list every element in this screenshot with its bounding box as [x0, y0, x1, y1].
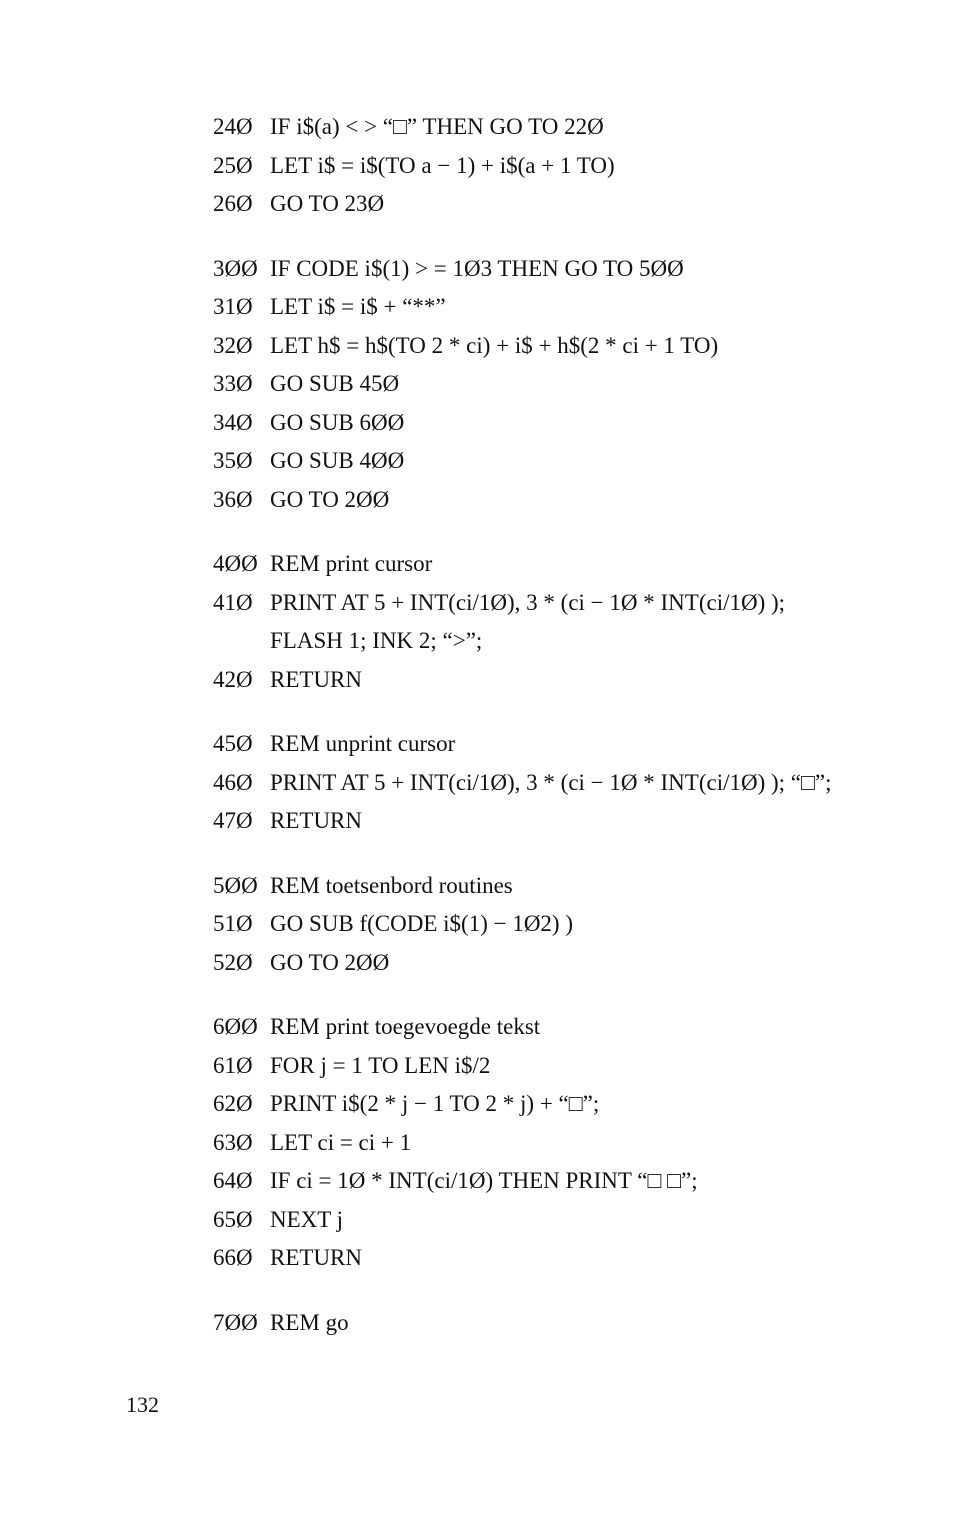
code-statement: LET i$ = i$(TO a − 1) + i$(a + 1 TO)	[270, 152, 615, 178]
code-statement: RETURN	[270, 1245, 362, 1270]
page-number: 132	[126, 1392, 159, 1417]
code-line	[213, 1085, 933, 1124]
code-statement: FLASH 1; INK 2; “>”;	[270, 628, 483, 653]
code-line	[213, 764, 933, 803]
code-line	[213, 1124, 933, 1163]
code-line	[213, 1304, 933, 1343]
code-statement: LET i$ = i$ + “**”	[270, 294, 446, 319]
code-line	[213, 442, 933, 481]
line-number: 35Ø	[213, 448, 253, 473]
code-block	[213, 867, 933, 983]
code-line-continuation	[213, 622, 933, 661]
code-line	[213, 1201, 933, 1240]
code-line	[213, 545, 933, 584]
code-block	[213, 108, 933, 224]
code-statement: LET h$ = h$(TO 2 * ci) + i$ + h$(2 * ci + 1 TO)	[270, 332, 719, 358]
line-number: 64Ø	[213, 1168, 253, 1193]
line-number: 41Ø	[213, 589, 253, 615]
code-statement: IF CODE i$(1) > = 1Ø3 THEN GO TO 5ØØ	[270, 255, 684, 281]
line-number: 65Ø	[213, 1206, 253, 1232]
code-statement: IF i$(a) < > “□” THEN GO TO 22Ø	[270, 114, 604, 139]
code-statement: PRINT i$(2 * j − 1 TO 2 * j) + “□”;	[270, 1091, 600, 1116]
line-number: 36Ø	[213, 486, 253, 512]
code-line	[213, 867, 933, 906]
line-number: 6ØØ	[213, 1014, 258, 1039]
code-line	[213, 802, 933, 841]
code-statement: PRINT AT 5 + INT(ci/1Ø), 3 * (ci − 1Ø * INT(ci/1Ø) );	[270, 589, 786, 615]
line-number: 34Ø	[213, 409, 253, 435]
line-number: 51Ø	[213, 911, 253, 936]
code-line	[213, 185, 933, 224]
line-number: 4ØØ	[213, 551, 258, 576]
code-statement: PRINT AT 5 + INT(ci/1Ø), 3 * (ci − 1Ø * INT(ci/1Ø) ); “□”;	[270, 769, 832, 795]
line-number: 66Ø	[213, 1245, 253, 1270]
code-statement: FOR j = 1 TO LEN i$/2	[270, 1052, 491, 1078]
code-block	[213, 545, 933, 699]
line-number: 46Ø	[213, 769, 253, 795]
code-statement: REM print toegevoegde tekst	[270, 1014, 541, 1039]
code-line	[213, 584, 933, 623]
code-line	[213, 250, 933, 289]
code-statement: RETURN	[270, 666, 362, 692]
code-line	[213, 404, 933, 443]
code-line	[213, 1162, 933, 1201]
code-statement: RETURN	[270, 808, 362, 833]
code-statement: GO SUB 6ØØ	[270, 409, 405, 435]
code-statement: GO TO 23Ø	[270, 191, 385, 216]
line-number: 63Ø	[213, 1129, 253, 1155]
code-line	[213, 108, 933, 147]
code-statement: REM print cursor	[270, 551, 433, 576]
code-block	[213, 725, 933, 841]
code-line	[213, 725, 933, 764]
code-line	[213, 1008, 933, 1047]
code-block	[213, 250, 933, 520]
code-statement: GO SUB 45Ø	[270, 371, 400, 396]
code-statement: LET ci = ci + 1	[270, 1129, 412, 1155]
line-number: 61Ø	[213, 1052, 253, 1078]
basic-program-listing	[213, 108, 933, 1368]
code-statement: REM go	[270, 1309, 349, 1335]
line-number: 62Ø	[213, 1091, 253, 1116]
code-line	[213, 288, 933, 327]
line-number: 47Ø	[213, 808, 253, 833]
code-line	[213, 327, 933, 366]
line-number: 33Ø	[213, 371, 253, 396]
line-number: 24Ø	[213, 114, 253, 139]
code-statement: NEXT j	[270, 1206, 344, 1232]
code-statement: GO TO 2ØØ	[270, 949, 390, 975]
code-line	[213, 147, 933, 186]
code-line	[213, 905, 933, 944]
code-line	[213, 481, 933, 520]
code-statement: GO SUB 4ØØ	[270, 448, 405, 473]
line-number: 31Ø	[213, 294, 253, 319]
code-block	[213, 1304, 933, 1343]
line-number: 5ØØ	[213, 872, 258, 898]
line-number: 7ØØ	[213, 1309, 258, 1335]
code-statement: GO SUB f(CODE i$(1) − 1Ø2) )	[270, 911, 573, 936]
code-line	[213, 1047, 933, 1086]
code-line	[213, 365, 933, 404]
line-number: 3ØØ	[213, 255, 258, 281]
code-line	[213, 1239, 933, 1278]
line-number: 52Ø	[213, 949, 253, 975]
code-statement: IF ci = 1Ø * INT(ci/1Ø) THEN PRINT “□ □”;	[270, 1168, 698, 1193]
code-line	[213, 661, 933, 700]
line-number: 45Ø	[213, 731, 253, 756]
line-number: 26Ø	[213, 191, 253, 216]
code-statement: REM unprint cursor	[270, 731, 456, 756]
code-line	[213, 944, 933, 983]
code-statement: GO TO 2ØØ	[270, 486, 390, 512]
line-number: 42Ø	[213, 666, 253, 692]
code-block	[213, 1008, 933, 1278]
code-statement: REM toetsenbord routines	[270, 872, 513, 898]
line-number: 32Ø	[213, 332, 253, 358]
line-number: 25Ø	[213, 152, 253, 178]
